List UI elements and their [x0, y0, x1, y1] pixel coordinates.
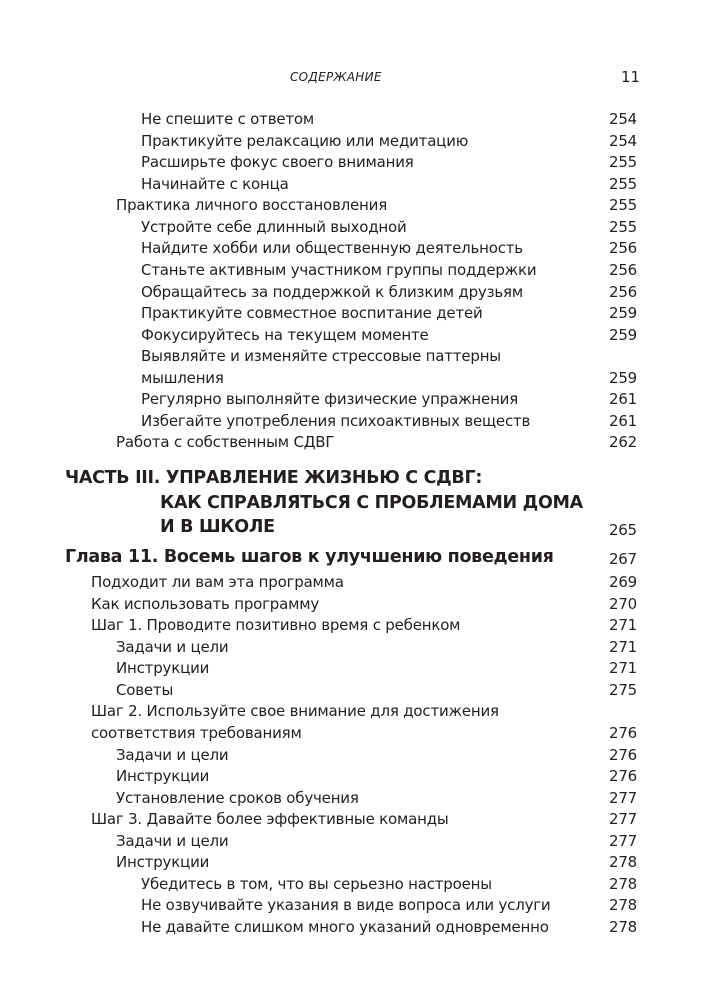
part-heading-line-3: И В ШКОЛЕ	[160, 517, 275, 537]
toc-entry-text: Расширьте фокус своего внимания	[141, 153, 414, 171]
toc-entry-page: 278	[609, 875, 638, 893]
toc-entry-text: Шаг 2. Используйте свое внимание для достижения	[91, 702, 499, 720]
toc-entry-text: Устройте себе длинный выходной	[141, 218, 407, 236]
toc-entry-text: Найдите хобби или общественную деятельность	[141, 239, 523, 257]
toc-entry-page: 276	[609, 724, 638, 742]
toc-entry-page: 255	[609, 196, 638, 214]
toc-entry-page: 256	[609, 261, 638, 279]
chapter-heading-page: 267	[609, 550, 637, 568]
toc-entry-text: Советы	[116, 681, 174, 699]
toc-entry-page: 261	[609, 390, 638, 408]
toc-entry-page: 255	[609, 218, 638, 236]
toc-entry-page: 278	[609, 918, 638, 936]
toc-entry-text: Подходит ли вам эта программа	[91, 573, 344, 591]
toc-entry-text: Практикуйте релаксацию или медитацию	[141, 132, 469, 150]
toc-entry-text: Задачи и цели	[116, 746, 229, 764]
toc-entry-text: Практикуйте совместное воспитание детей	[141, 304, 483, 322]
toc-entry-page: 270	[609, 595, 638, 613]
toc-entry-page: 276	[609, 746, 638, 764]
toc-entry-text: Избегайте употребления психоактивных веществ	[141, 412, 531, 430]
toc-entry-text: Не озвучивайте указания в виде вопроса или услуги	[141, 896, 551, 914]
toc-entry-page: 254	[609, 132, 638, 150]
toc-entry-text: Выявляйте и изменяйте стрессовые паттерны	[141, 347, 501, 365]
toc-entry-text: Шаг 1. Проводите позитивно время с ребенком	[91, 616, 461, 634]
toc-entry-text: Не давайте слишком много указаний одновременно	[141, 918, 549, 936]
toc-entry-text: Фокусируйтесь на текущем моменте	[141, 326, 429, 344]
page-number: 11	[621, 68, 641, 86]
toc-entry-page: 262	[609, 433, 638, 451]
chapter-heading-text: Глава 11. Восемь шагов к улучшению поведения	[65, 547, 554, 567]
toc-entry-text: Начинайте с конца	[141, 175, 289, 193]
toc-entry-text: Не спешите с ответом	[141, 110, 314, 128]
toc-entry-page: 259	[609, 326, 638, 344]
toc-entry-page: 277	[609, 810, 638, 828]
toc-entry-text: Как использовать программу	[91, 595, 320, 613]
part-heading-page: 265	[609, 521, 637, 539]
toc-entry-page: 255	[609, 175, 638, 193]
toc-entry-text: Работа с собственным СДВГ	[116, 433, 335, 451]
toc-entry-page: 256	[609, 239, 638, 257]
toc-entry-page: 261	[609, 412, 638, 430]
toc-entry-page: 254	[609, 110, 638, 128]
toc-entry-page: 259	[609, 304, 638, 322]
toc-entry-page: 256	[609, 283, 638, 301]
part-heading-line-1: ЧАСТЬ III. УПРАВЛЕНИЕ ЖИЗНЬЮ С СДВГ:	[65, 468, 483, 488]
toc-entry-text: Шаг 3. Давайте более эффективные команды	[91, 810, 449, 828]
toc-entry-page: 278	[609, 896, 638, 914]
toc-entry-text: Инструкции	[116, 659, 210, 677]
toc-entry-text: Инструкции	[116, 767, 210, 785]
toc-entry-page: 277	[609, 832, 638, 850]
toc-entry-text: Инструкции	[116, 853, 210, 871]
toc-entry-text: Регулярно выполняйте физические упражнения	[141, 390, 519, 408]
toc-entry-text: Задачи и цели	[116, 638, 229, 656]
toc-entry-page: 278	[609, 853, 638, 871]
running-header	[0, 68, 703, 90]
toc-entry-page: 277	[609, 789, 638, 807]
running-header-title: СОДЕРЖАНИЕ	[290, 70, 382, 84]
toc-entry-page: 271	[609, 638, 638, 656]
part-heading-line-2: КАК СПРАВЛЯТЬСЯ С ПРОБЛЕМАМИ ДОМА	[160, 493, 583, 513]
toc-entry-text: мышления	[141, 369, 224, 387]
toc-entry-page: 275	[609, 681, 638, 699]
toc-entry-text: Практика личного восстановления	[116, 196, 388, 214]
toc-entry-page: 269	[609, 573, 638, 591]
toc-entry-page: 255	[609, 153, 638, 171]
toc-entry-page: 271	[609, 616, 638, 634]
toc-entry-page: 259	[609, 369, 638, 387]
toc-entry-text: Установление сроков обучения	[116, 789, 359, 807]
toc-entry-page: 271	[609, 659, 638, 677]
toc-entry-page: 276	[609, 767, 638, 785]
toc-entry-text: Задачи и цели	[116, 832, 229, 850]
toc-entry-text: Станьте активным участником группы поддержки	[141, 261, 537, 279]
toc-entry-text: Обращайтесь за поддержкой к близким друзьям	[141, 283, 523, 301]
toc-entry-text: Убедитесь в том, что вы серьезно настроены	[141, 875, 492, 893]
toc-entry-text: соответствия требованиям	[91, 724, 302, 742]
